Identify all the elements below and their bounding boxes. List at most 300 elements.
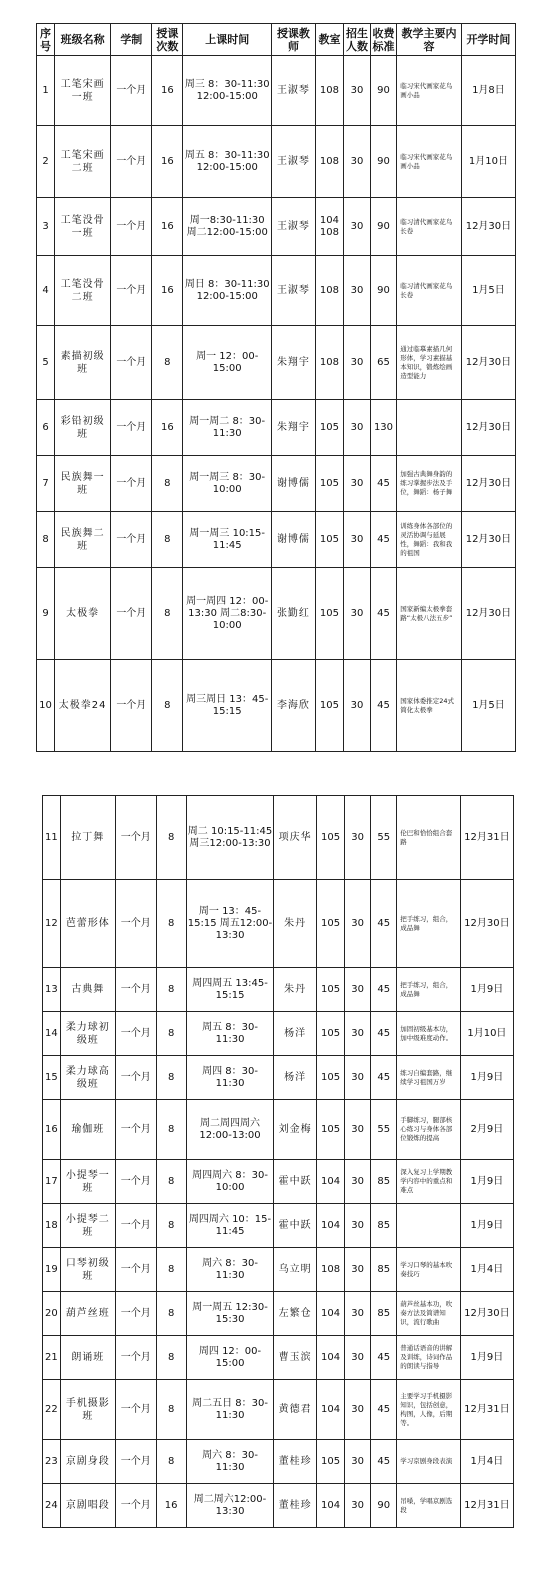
row-number-cell: 4 bbox=[37, 256, 55, 326]
class-name-cell: 工笔没骨一班 bbox=[55, 198, 111, 256]
teaching-content-cell: 国家新编太极拳套路“太极八法五步” bbox=[397, 568, 462, 660]
start-date-cell: 12月31日 bbox=[460, 1380, 513, 1440]
start-date-cell: 12月30日 bbox=[461, 568, 515, 660]
teaching-content-cell: 临习清代画家花鸟长卷 bbox=[397, 256, 462, 326]
term-cell: 一个月 bbox=[115, 796, 156, 880]
term-cell: 一个月 bbox=[111, 568, 152, 660]
lesson-count-cell: 8 bbox=[156, 1336, 186, 1380]
class-name-cell: 工笔宋画一班 bbox=[55, 56, 111, 126]
teacher-cell: 黄德君 bbox=[274, 1380, 317, 1440]
fee-cell: 65 bbox=[370, 326, 396, 400]
schedule-table-2 bbox=[42, 795, 514, 1528]
fee-cell: 45 bbox=[371, 880, 397, 968]
teaching-content-cell: 葫芦丝基本功，吹奏方法及简谱知识，流行歌曲 bbox=[397, 1292, 461, 1336]
teaching-content-cell: 练习自编套路，继续学习祖国万岁 bbox=[397, 1056, 461, 1100]
start-date-cell: 1月8日 bbox=[461, 56, 515, 126]
fee-cell: 130 bbox=[370, 400, 396, 456]
teacher-cell: 杨洋 bbox=[274, 1056, 317, 1100]
row-number-cell: 17 bbox=[43, 1160, 61, 1204]
start-date-cell: 12月30日 bbox=[461, 326, 515, 400]
row-number-cell: 23 bbox=[43, 1440, 61, 1484]
start-date-cell: 1月9日 bbox=[460, 1160, 513, 1204]
teacher-cell: 王淑琴 bbox=[272, 256, 315, 326]
table-row bbox=[37, 568, 516, 660]
class-time-cell: 周一 13：45-15:15 周五12:00-13:30 bbox=[186, 880, 274, 968]
fee-cell: 45 bbox=[371, 1336, 397, 1380]
class-name-cell: 葫芦丝班 bbox=[60, 1292, 115, 1336]
header-room: 教室 bbox=[315, 24, 344, 56]
room-cell: 108 bbox=[315, 256, 344, 326]
class-name-cell: 彩铅初级班 bbox=[55, 400, 111, 456]
room-cell: 105 bbox=[315, 568, 344, 660]
enrollment-cell: 30 bbox=[345, 1484, 371, 1528]
term-cell: 一个月 bbox=[115, 1160, 156, 1204]
enrollment-cell: 30 bbox=[344, 568, 370, 660]
start-date-cell: 12月30日 bbox=[461, 198, 515, 256]
row-number-cell: 20 bbox=[43, 1292, 61, 1336]
start-date-cell: 12月30日 bbox=[461, 400, 515, 456]
class-time-cell: 周三 8：30-11:30 12:00-15:00 bbox=[183, 56, 272, 126]
teacher-cell: 项庆华 bbox=[274, 796, 317, 880]
fee-cell: 55 bbox=[371, 1100, 397, 1160]
table-row bbox=[37, 400, 516, 456]
class-name-cell: 小提琴二班 bbox=[60, 1204, 115, 1248]
term-cell: 一个月 bbox=[111, 256, 152, 326]
term-cell: 一个月 bbox=[115, 1440, 156, 1484]
term-cell: 一个月 bbox=[111, 456, 152, 512]
table-row bbox=[43, 1380, 514, 1440]
class-name-cell: 瑜伽班 bbox=[60, 1100, 115, 1160]
lesson-count-cell: 8 bbox=[156, 880, 186, 968]
start-date-cell: 2月9日 bbox=[460, 1100, 513, 1160]
row-number-cell: 9 bbox=[37, 568, 55, 660]
start-date-cell: 1月4日 bbox=[460, 1248, 513, 1292]
row-number-cell: 18 bbox=[43, 1204, 61, 1248]
lesson-count-cell: 8 bbox=[156, 1160, 186, 1204]
start-date-cell: 1月4日 bbox=[460, 1440, 513, 1484]
teaching-content-cell: 吊嗓，学唱京剧选段 bbox=[397, 1484, 461, 1528]
class-name-cell: 柔力球初级班 bbox=[60, 1012, 115, 1056]
enrollment-cell: 30 bbox=[345, 1248, 371, 1292]
teaching-content-cell: 把手练习，组合，成品舞 bbox=[397, 968, 461, 1012]
start-date-cell: 12月31日 bbox=[460, 796, 513, 880]
teaching-content-cell bbox=[397, 1204, 461, 1248]
room-cell: 105 bbox=[317, 968, 345, 1012]
class-time-cell: 周六 8：30-11:30 bbox=[186, 1440, 274, 1484]
class-name-cell: 古典舞 bbox=[60, 968, 115, 1012]
lesson-count-cell: 8 bbox=[156, 1012, 186, 1056]
class-name-cell: 京剧唱段 bbox=[60, 1484, 115, 1528]
class-time-cell: 周一8:30-11:30 周二12:00-15:00 bbox=[183, 198, 272, 256]
table-row bbox=[37, 126, 516, 198]
teacher-cell: 朱翔宇 bbox=[272, 400, 315, 456]
row-number-cell: 22 bbox=[43, 1380, 61, 1440]
class-time-cell: 周日 8：30-11:30 12:00-15:00 bbox=[183, 256, 272, 326]
fee-cell: 90 bbox=[370, 198, 396, 256]
table-row bbox=[43, 1248, 514, 1292]
teacher-cell: 杨洋 bbox=[274, 1012, 317, 1056]
enrollment-cell: 30 bbox=[344, 56, 370, 126]
row-number-cell: 3 bbox=[37, 198, 55, 256]
start-date-cell: 1月5日 bbox=[461, 660, 515, 752]
lesson-count-cell: 8 bbox=[156, 796, 186, 880]
table-row bbox=[43, 1160, 514, 1204]
class-time-cell: 周一 12：00-15:00 bbox=[183, 326, 272, 400]
teaching-content-cell: 深入复习上学期教学内容中的重点和难点 bbox=[397, 1160, 461, 1204]
term-cell: 一个月 bbox=[115, 880, 156, 968]
start-date-cell: 1月10日 bbox=[461, 126, 515, 198]
term-cell: 一个月 bbox=[115, 1380, 156, 1440]
class-time-cell: 周六 8：30-11:30 bbox=[186, 1248, 274, 1292]
teaching-content-cell: 通过临摹素描几何形体，学习素描基本知识，锻炼绘画造型能力 bbox=[397, 326, 462, 400]
start-date-cell: 1月10日 bbox=[460, 1012, 513, 1056]
header-enroll: 招生人数 bbox=[344, 24, 370, 56]
enrollment-cell: 30 bbox=[345, 1204, 371, 1248]
row-number-cell: 11 bbox=[43, 796, 61, 880]
row-number-cell: 2 bbox=[37, 126, 55, 198]
class-name-cell: 口琴初级班 bbox=[60, 1248, 115, 1292]
class-time-cell: 周五 8：30-11:30 bbox=[186, 1012, 274, 1056]
term-cell: 一个月 bbox=[111, 126, 152, 198]
row-number-cell: 24 bbox=[43, 1484, 61, 1528]
room-cell: 108 bbox=[315, 56, 344, 126]
table-row bbox=[37, 660, 516, 752]
table-row bbox=[37, 326, 516, 400]
fee-cell: 85 bbox=[371, 1204, 397, 1248]
fee-cell: 90 bbox=[371, 1484, 397, 1528]
teaching-content-cell: 学习京剧身段表演 bbox=[397, 1440, 461, 1484]
class-name-cell: 小提琴一班 bbox=[60, 1160, 115, 1204]
teaching-content-cell: 训练身体各部位的灵活协调与延展性，舞蹈：我和我的祖国 bbox=[397, 512, 462, 568]
class-name-cell: 太极拳24 bbox=[55, 660, 111, 752]
table-row bbox=[43, 1056, 514, 1100]
class-name-cell: 柔力球高级班 bbox=[60, 1056, 115, 1100]
term-cell: 一个月 bbox=[111, 56, 152, 126]
start-date-cell: 1月9日 bbox=[460, 1336, 513, 1380]
teaching-content-cell: 主要学习手机摄影知识，包括创意，构图，人像，后期等。 bbox=[397, 1380, 461, 1440]
teacher-cell: 王淑琴 bbox=[272, 198, 315, 256]
class-time-cell: 周一周五 12:30-15:30 bbox=[186, 1292, 274, 1336]
lesson-count-cell: 16 bbox=[152, 400, 183, 456]
term-cell: 一个月 bbox=[115, 1292, 156, 1336]
teaching-content-cell: 临习宋代画家花鸟画小品 bbox=[397, 126, 462, 198]
room-cell: 105 bbox=[317, 1440, 345, 1484]
class-time-cell: 周一周三 10:15-11:45 bbox=[183, 512, 272, 568]
start-date-cell: 12月30日 bbox=[460, 1292, 513, 1336]
fee-cell: 45 bbox=[371, 1056, 397, 1100]
row-number-cell: 13 bbox=[43, 968, 61, 1012]
teaching-content-cell: 学习口琴的基本吹奏技巧 bbox=[397, 1248, 461, 1292]
table-row bbox=[43, 880, 514, 968]
table-row bbox=[43, 968, 514, 1012]
enrollment-cell: 30 bbox=[344, 198, 370, 256]
class-name-cell: 太极拳 bbox=[55, 568, 111, 660]
term-cell: 一个月 bbox=[115, 1336, 156, 1380]
lesson-count-cell: 8 bbox=[156, 1248, 186, 1292]
teacher-cell: 张勤红 bbox=[272, 568, 315, 660]
room-cell: 104 bbox=[317, 1484, 345, 1528]
teacher-cell: 王淑琴 bbox=[272, 56, 315, 126]
fee-cell: 45 bbox=[370, 568, 396, 660]
header-lessons: 授课次数 bbox=[152, 24, 183, 56]
header-time: 上课时间 bbox=[183, 24, 272, 56]
teaching-content-cell: 临习清代画家花鸟长卷 bbox=[397, 198, 462, 256]
class-name-cell: 京剧身段 bbox=[60, 1440, 115, 1484]
teacher-cell: 刘金梅 bbox=[274, 1100, 317, 1160]
class-time-cell: 周二周六12:00-13:30 bbox=[186, 1484, 274, 1528]
room-cell: 105 bbox=[317, 796, 345, 880]
fee-cell: 45 bbox=[371, 1380, 397, 1440]
table-row bbox=[37, 256, 516, 326]
start-date-cell: 1月5日 bbox=[461, 256, 515, 326]
class-time-cell: 周四 8：30-11:30 bbox=[186, 1056, 274, 1100]
term-cell: 一个月 bbox=[115, 1012, 156, 1056]
fee-cell: 45 bbox=[370, 456, 396, 512]
start-date-cell: 12月30日 bbox=[460, 880, 513, 968]
header-row bbox=[37, 24, 516, 56]
teaching-content-cell: 普通话语音的讲解及训练，诗词作品的朗读与指导 bbox=[397, 1336, 461, 1380]
teaching-content-cell: 国家体委推定24式简化太极拳 bbox=[397, 660, 462, 752]
lesson-count-cell: 8 bbox=[156, 1380, 186, 1440]
fee-cell: 45 bbox=[370, 660, 396, 752]
term-cell: 一个月 bbox=[111, 326, 152, 400]
table-row bbox=[43, 1204, 514, 1248]
lesson-count-cell: 8 bbox=[152, 456, 183, 512]
row-number-cell: 15 bbox=[43, 1056, 61, 1100]
teaching-content-cell: 伦巴和恰恰组合套路 bbox=[397, 796, 461, 880]
start-date-cell: 1月9日 bbox=[460, 1056, 513, 1100]
class-name-cell: 拉丁舞 bbox=[60, 796, 115, 880]
class-time-cell: 周二五日 8：30-11:30 bbox=[186, 1380, 274, 1440]
teaching-content-cell: 临习宋代画家花鸟画小品 bbox=[397, 56, 462, 126]
class-name-cell: 素描初级班 bbox=[55, 326, 111, 400]
teacher-cell: 朱翔宇 bbox=[272, 326, 315, 400]
start-date-cell: 12月31日 bbox=[460, 1484, 513, 1528]
lesson-count-cell: 8 bbox=[156, 968, 186, 1012]
fee-cell: 45 bbox=[370, 512, 396, 568]
row-number-cell: 7 bbox=[37, 456, 55, 512]
room-cell: 105 bbox=[315, 660, 344, 752]
teacher-cell: 李海欣 bbox=[272, 660, 315, 752]
term-cell: 一个月 bbox=[111, 660, 152, 752]
term-cell: 一个月 bbox=[115, 1484, 156, 1528]
class-time-cell: 周一周二 8：30-11:30 bbox=[183, 400, 272, 456]
table-row bbox=[43, 1292, 514, 1336]
fee-cell: 85 bbox=[371, 1292, 397, 1336]
table-row bbox=[37, 456, 516, 512]
term-cell: 一个月 bbox=[115, 1204, 156, 1248]
enrollment-cell: 30 bbox=[344, 456, 370, 512]
class-name-cell: 民族舞二班 bbox=[55, 512, 111, 568]
fee-cell: 45 bbox=[371, 968, 397, 1012]
class-time-cell: 周一周三 8：30-10:00 bbox=[183, 456, 272, 512]
enrollment-cell: 30 bbox=[345, 1100, 371, 1160]
row-number-cell: 21 bbox=[43, 1336, 61, 1380]
row-number-cell: 8 bbox=[37, 512, 55, 568]
teacher-cell: 谢博儒 bbox=[272, 512, 315, 568]
teaching-content-cell: 加固初级基本功，加中级难度动作。 bbox=[397, 1012, 461, 1056]
class-time-cell: 周三周日 13：45-15:15 bbox=[183, 660, 272, 752]
teacher-cell: 朱丹 bbox=[274, 880, 317, 968]
class-time-cell: 周四周六 8：30-10:00 bbox=[186, 1160, 274, 1204]
table-row bbox=[37, 512, 516, 568]
fee-cell: 85 bbox=[371, 1160, 397, 1204]
row-number-cell: 12 bbox=[43, 880, 61, 968]
fee-cell: 45 bbox=[371, 1440, 397, 1484]
table-row bbox=[37, 198, 516, 256]
row-number-cell: 10 bbox=[37, 660, 55, 752]
row-number-cell: 5 bbox=[37, 326, 55, 400]
row-number-cell: 16 bbox=[43, 1100, 61, 1160]
enrollment-cell: 30 bbox=[345, 880, 371, 968]
teacher-cell: 朱丹 bbox=[274, 968, 317, 1012]
table-row bbox=[43, 1336, 514, 1380]
fee-cell: 90 bbox=[370, 56, 396, 126]
header-start: 开学时间 bbox=[461, 24, 515, 56]
room-cell: 104 bbox=[317, 1204, 345, 1248]
start-date-cell: 12月30日 bbox=[461, 456, 515, 512]
enrollment-cell: 30 bbox=[345, 1012, 371, 1056]
room-cell: 105 bbox=[315, 400, 344, 456]
term-cell: 一个月 bbox=[115, 1248, 156, 1292]
enrollment-cell: 30 bbox=[345, 968, 371, 1012]
lesson-count-cell: 8 bbox=[156, 1056, 186, 1100]
room-cell: 104 bbox=[317, 1380, 345, 1440]
lesson-count-cell: 16 bbox=[156, 1484, 186, 1528]
term-cell: 一个月 bbox=[111, 400, 152, 456]
teacher-cell: 霍中跃 bbox=[274, 1160, 317, 1204]
enrollment-cell: 30 bbox=[344, 512, 370, 568]
teacher-cell: 霍中跃 bbox=[274, 1204, 317, 1248]
class-name-cell: 工笔宋画二班 bbox=[55, 126, 111, 198]
teacher-cell: 曹玉滨 bbox=[274, 1336, 317, 1380]
fee-cell: 90 bbox=[370, 126, 396, 198]
teacher-cell: 乌立明 bbox=[274, 1248, 317, 1292]
header-class-name: 班级名称 bbox=[55, 24, 111, 56]
table-row bbox=[43, 1484, 514, 1528]
teacher-cell: 谢博儒 bbox=[272, 456, 315, 512]
enrollment-cell: 30 bbox=[344, 126, 370, 198]
fee-cell: 90 bbox=[370, 256, 396, 326]
room-cell: 105 bbox=[317, 880, 345, 968]
header-no: 序号 bbox=[37, 24, 55, 56]
fee-cell: 55 bbox=[371, 796, 397, 880]
lesson-count-cell: 16 bbox=[152, 56, 183, 126]
enrollment-cell: 30 bbox=[345, 1380, 371, 1440]
teacher-cell: 董桂珍 bbox=[274, 1484, 317, 1528]
enrollment-cell: 30 bbox=[345, 1056, 371, 1100]
term-cell: 一个月 bbox=[115, 1056, 156, 1100]
class-time-cell: 周四周六 10：15-11:45 bbox=[186, 1204, 274, 1248]
header-fee: 收费标准 bbox=[370, 24, 396, 56]
lesson-count-cell: 8 bbox=[152, 660, 183, 752]
header-teacher: 授课教师 bbox=[272, 24, 315, 56]
teaching-content-cell: 把手练习，组合，成品舞 bbox=[397, 880, 461, 968]
lesson-count-cell: 16 bbox=[152, 256, 183, 326]
table-row bbox=[43, 1100, 514, 1160]
header-term: 学制 bbox=[111, 24, 152, 56]
start-date-cell: 1月9日 bbox=[460, 968, 513, 1012]
class-name-cell: 朗诵班 bbox=[60, 1336, 115, 1380]
fee-cell: 85 bbox=[371, 1248, 397, 1292]
row-number-cell: 14 bbox=[43, 1012, 61, 1056]
lesson-count-cell: 8 bbox=[152, 326, 183, 400]
table-row bbox=[43, 796, 514, 880]
lesson-count-cell: 8 bbox=[152, 568, 183, 660]
class-name-cell: 手机摄影班 bbox=[60, 1380, 115, 1440]
start-date-cell: 12月30日 bbox=[461, 512, 515, 568]
table-row bbox=[43, 1012, 514, 1056]
teaching-content-cell: 手脚练习，腿部核心练习与身体各部位锻炼的提高 bbox=[397, 1100, 461, 1160]
class-time-cell: 周四 12：00-15:00 bbox=[186, 1336, 274, 1380]
room-cell: 105 bbox=[315, 512, 344, 568]
lesson-count-cell: 8 bbox=[156, 1204, 186, 1248]
term-cell: 一个月 bbox=[115, 968, 156, 1012]
enrollment-cell: 30 bbox=[344, 326, 370, 400]
room-cell: 105 bbox=[315, 456, 344, 512]
enrollment-cell: 30 bbox=[344, 660, 370, 752]
lesson-count-cell: 8 bbox=[156, 1292, 186, 1336]
enrollment-cell: 30 bbox=[345, 1292, 371, 1336]
header-content: 教学主要内容 bbox=[397, 24, 462, 56]
enrollment-cell: 30 bbox=[345, 796, 371, 880]
room-cell: 108 bbox=[315, 326, 344, 400]
enrollment-cell: 30 bbox=[344, 256, 370, 326]
enrollment-cell: 30 bbox=[344, 400, 370, 456]
room-cell: 105 bbox=[317, 1056, 345, 1100]
row-number-cell: 1 bbox=[37, 56, 55, 126]
table-row bbox=[37, 56, 516, 126]
teaching-content-cell bbox=[397, 400, 462, 456]
teaching-content-cell: 加强古典舞身韵的练习掌握步法及手位，舞蹈：杨子舞 bbox=[397, 456, 462, 512]
class-time-cell: 周五 8：30-11:30 12:00-15:00 bbox=[183, 126, 272, 198]
row-number-cell: 6 bbox=[37, 400, 55, 456]
term-cell: 一个月 bbox=[115, 1100, 156, 1160]
enrollment-cell: 30 bbox=[345, 1160, 371, 1204]
lesson-count-cell: 16 bbox=[152, 198, 183, 256]
class-time-cell: 周四周五 13:45-15:15 bbox=[186, 968, 274, 1012]
class-time-cell: 周二周四周六 12:00-13:00 bbox=[186, 1100, 274, 1160]
schedule-table-1 bbox=[36, 23, 516, 752]
class-name-cell: 工笔没骨二班 bbox=[55, 256, 111, 326]
room-cell: 108 bbox=[315, 126, 344, 198]
room-cell: 105 bbox=[317, 1100, 345, 1160]
enrollment-cell: 30 bbox=[345, 1336, 371, 1380]
room-cell: 108 bbox=[317, 1248, 345, 1292]
table-row bbox=[43, 1440, 514, 1484]
lesson-count-cell: 16 bbox=[152, 126, 183, 198]
teacher-cell: 左繁仓 bbox=[274, 1292, 317, 1336]
class-name-cell: 民族舞一班 bbox=[55, 456, 111, 512]
enrollment-cell: 30 bbox=[345, 1440, 371, 1484]
term-cell: 一个月 bbox=[111, 198, 152, 256]
fee-cell: 45 bbox=[371, 1012, 397, 1056]
room-cell: 104 bbox=[317, 1336, 345, 1380]
room-cell: 105 bbox=[317, 1012, 345, 1056]
start-date-cell: 1月9日 bbox=[460, 1204, 513, 1248]
term-cell: 一个月 bbox=[111, 512, 152, 568]
lesson-count-cell: 8 bbox=[152, 512, 183, 568]
class-time-cell: 周二 10:15-11:45 周三12:00-13:30 bbox=[186, 796, 274, 880]
room-cell: 104 bbox=[317, 1160, 345, 1204]
row-number-cell: 19 bbox=[43, 1248, 61, 1292]
room-cell: 104 108 bbox=[315, 198, 344, 256]
teacher-cell: 王淑琴 bbox=[272, 126, 315, 198]
lesson-count-cell: 8 bbox=[156, 1440, 186, 1484]
class-time-cell: 周一周四 12：00-13:30 周二8:30-10:00 bbox=[183, 568, 272, 660]
room-cell: 104 bbox=[317, 1292, 345, 1336]
teacher-cell: 董桂珍 bbox=[274, 1440, 317, 1484]
